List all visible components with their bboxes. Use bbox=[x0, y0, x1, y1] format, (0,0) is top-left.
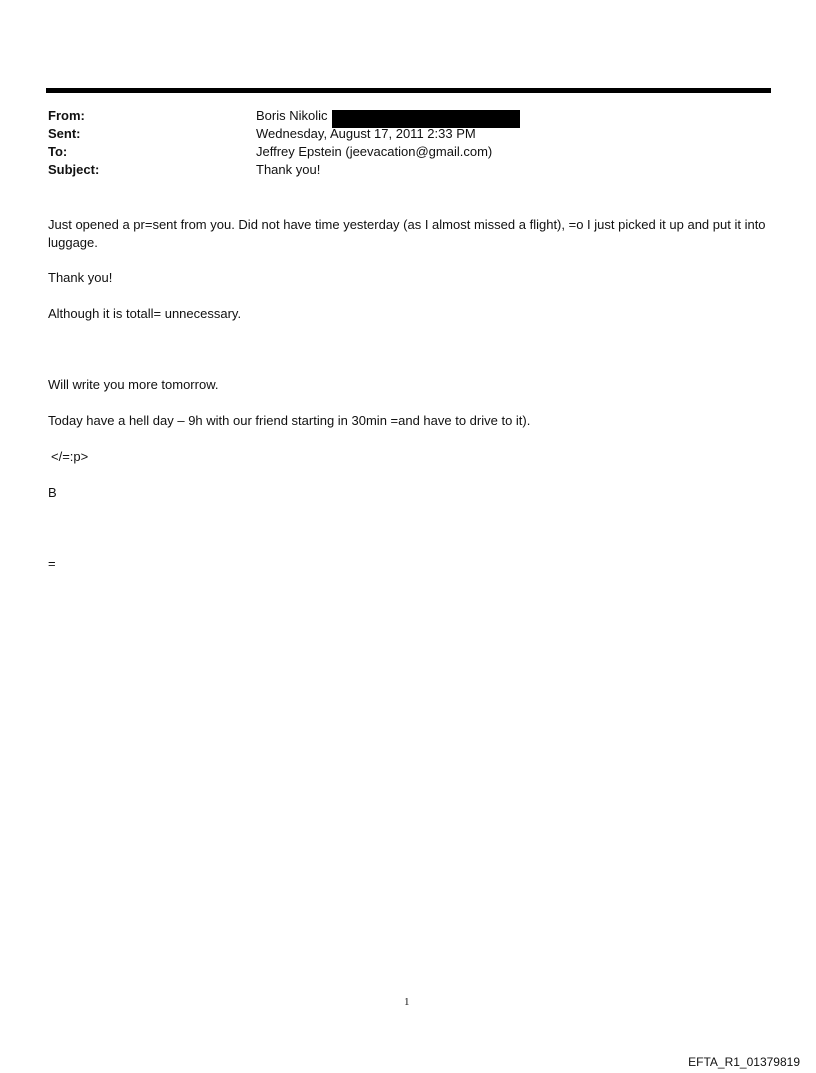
body-paragraph-4: Will write you more tomorrow. bbox=[48, 377, 219, 392]
from-label: From: bbox=[48, 108, 85, 123]
body-paragraph-8: = bbox=[48, 556, 56, 571]
to-label: To: bbox=[48, 144, 68, 159]
body-paragraph-3: Although it is totall= unnecessary. bbox=[48, 306, 242, 321]
body-paragraph-2: Thank you! bbox=[48, 270, 113, 285]
bates-number: EFTA_R1_01379819 bbox=[688, 1055, 800, 1069]
sent-value: Wednesday, August 17, 2011 2:33 PM bbox=[256, 126, 476, 141]
from-value: Boris Nikolic bbox=[256, 108, 328, 123]
sent-label: Sent: bbox=[48, 126, 81, 141]
body-paragraph-1: Just opened a pr=sent from you. Did not have time yesterday (as I almost missed a flight), =o I just picked it up and put it into luggage. bbox=[48, 217, 766, 250]
body-paragraph-7: B bbox=[48, 485, 57, 500]
page-number: 1 bbox=[404, 996, 410, 1008]
body-paragraph-5: Today have a hell day – 9h with our friend starting in 30min =and have to drive to it). bbox=[48, 413, 531, 428]
to-value: Jeffrey Epstein (jeevacation@gmail.com) bbox=[256, 144, 493, 159]
body-paragraph-6: </=:p> bbox=[51, 449, 89, 464]
subject-label: Subject: bbox=[48, 162, 100, 177]
subject-value: Thank you! bbox=[256, 162, 321, 177]
header-divider bbox=[46, 88, 771, 93]
